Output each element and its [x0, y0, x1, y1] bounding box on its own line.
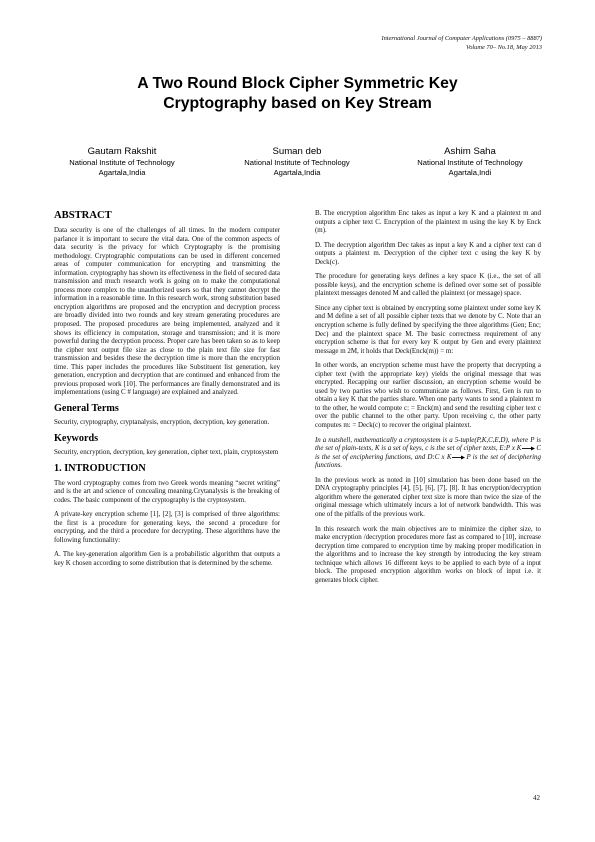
introduction-paragraph: The word cryptography comes from two Greek words meaning “secret writing” and is the art and science of concealing meaning.Crytanalysis is the breaking of codes. The basic component of the cryptography is the cryptosystem.: [54, 478, 280, 504]
objectives-paragraph: In this research work the main objectives are to minimize the cipher size, to make encryption /decryption procedures more fast as compared to [10], increase decryption time compared to encryption time by making proper modification in the algorithms and to increase the key strength by introducing the key stream technique which allows 16 different keys to be applied to each byte of a input block. The proposed encryption algorithm works on block of input i.e. it generates block cipher.: [315, 524, 541, 584]
key-space-paragraph: The procedure for generating keys defines a key space K (i.e., the set of all possible keys), and the encryption scheme is defined over some set of possible plaintext messages denoted M and called the plaintext (or message) space.: [315, 272, 541, 298]
author-location: Agartala,India: [98, 167, 146, 177]
nutshell-text-c: P is the set of deciphering functions.: [315, 452, 541, 470]
author-location: Agartala,Indi: [448, 167, 492, 177]
author-name: Ashim Saha: [444, 146, 496, 157]
introduction-paragraph: A private-key encryption scheme [1], [2], [3] is comprised of three algorithms: the first is a procedure for generating keys, the second a procedure for encrypting, and the third a procedure for decrypting. These algorithms have the following functionality:: [54, 510, 280, 544]
author-name: Gautam Rakshit: [87, 146, 157, 157]
arrow-right-icon: [522, 446, 535, 451]
cipher-text-paragraph: Since any cipher text is obtained by encrypting some plaintext under some key K and M define a set of all possible cipher texts that we denote by C. Note that an encryption scheme is fully defined by specifying the three algorithms (Gen; Enc; Dec) and the plaintext space M. The basic correctness requirement of any encryption scheme is that for every key K output by Gen and every plaintext message m 2M, it holds that Deck(Enck(m)) = m:: [315, 303, 541, 355]
author-institute: National Institute of Technology: [69, 158, 175, 167]
keywords-text: Security, encryption, decryption, key generation, cipher text, plain, cryptosystem: [54, 448, 279, 457]
left-column: [54, 209, 280, 573]
list-item-b: B. The encryption algorithm Enc takes as input a key K and a plaintext m and outputs a cipher text C. Encryption of the plaintext m using the key K by Enck (m).: [315, 209, 541, 235]
nutshell-text-b: C is the set of enciphering functions, and D:C x K: [315, 444, 541, 461]
title-line-1: A Two Round Block Cipher Symmetric Key: [137, 75, 458, 92]
nutshell-text-a: In a nutshell, mathematically a cryptosystem is a 5-tuple(P,K,C,E,D), where P is the set of plain-texts, K is a set of keys, c is the set of cipher texts, E:P x K: [315, 435, 541, 453]
author-block: [222, 146, 372, 177]
journal-name: International Journal of Computer Applications (0975 – 8887): [381, 35, 542, 42]
page-number: 42: [533, 794, 540, 802]
author-institute: National Institute of Technology: [244, 158, 350, 167]
paper-title: [60, 74, 535, 113]
abstract-text: Data security is one of the challenges of all times. In the modern computer parlance it is important to secure the vital data. One of the common aspects of data security is the privacy for which Cryptography is the promising methodology. Cryptographic computations can be used in different concerned areas of computer communication for encrypting and transmitting the information. cryptography has shown its effectiveness in the field of secured data transmission and much research work is going on to make the computational process more complex to the unauthorized users so that they cannot decrypt the information in a reasonable time. In this research work, strong substitution based encryption algorithms are proposed and the encryption and decryption process are broadly divided into two rounds and key stream generating procedures are proposed. The proposed procedures are being implemented, analyzed and it shows its efficiency in computation, storage and transmission; and it is more powerful during the decryption process. Proper care has been taken so as to keep the cipher text output file size as close to the plain text file size for fast transmission and besides these the decryption time is more than the encryption time. This paper includes the procedures like Substituent list generation, key generation, encryption and decryption that are continued and enhanced from the previous proposed work [10]. The performances are finally demonstrated and its implementations (using C # language) are explained and analyzed.: [54, 226, 280, 397]
general-terms-text: Security, cryptography, cryptanalysis, encryption, decryption, key generation.: [54, 418, 270, 427]
journal-header: [381, 35, 542, 52]
author-institute: National Institute of Technology: [417, 158, 523, 167]
list-item-d: D. The decryption algorithm Dec takes as input a key K and a cipher text can d outputs a plaintext m. Decryption of the cipher text c using the key K by Deck(c).: [315, 240, 541, 266]
author-block: [47, 146, 197, 177]
journal-volume: Volume 70– No.18, May 2013: [466, 43, 542, 51]
author-name: Suman deb: [272, 146, 322, 157]
title-line-2: Cryptography based on Key Stream: [163, 94, 432, 112]
right-column: [315, 209, 541, 590]
author-block: [395, 146, 545, 177]
author-location: Agartala,India: [273, 167, 321, 177]
introduction-heading: 1. INTRODUCTION: [54, 463, 146, 475]
list-item-a: A. The key-generation algorithm Gen is a probabilistic algorithm that outputs a key K chosen according to some distribution that is determined by the scheme.: [54, 550, 280, 567]
keywords-heading: Keywords: [54, 432, 99, 444]
arrow-right-icon: [452, 455, 465, 460]
general-terms-heading: General Terms: [54, 402, 119, 414]
abstract-heading: ABSTRACT: [54, 210, 112, 221]
previous-work-paragraph: In the previous work as noted in [10] simulation has been done based on the DNA cryptography principles [4], [5], [6], [7], [8]. It has encryption/decryption algorithm where the generated cipher text size is more than twice the size of the original message which ultimately incurs a lot of network bandwidth. This was one of the pitfalls of the previous work.: [315, 475, 541, 518]
nutshell-paragraph: [315, 436, 541, 470]
other-words-paragraph: In other words, an encryption scheme must have the property that decrypting a cipher text (with the appropriate key) yields the original message that was encrypted. Recapping our earlier discussion, an encryption scheme would be used by two parties who wish to communicate as follows. First, Gen is run to obtain a key K that the parties share. When one party wants to send a plaintext m to the other, he would compute c: = Enck(m) and send the resulting cipher text c over the public channel to the other party. Upon receiving c, the other party computes m: = Deck(c) to recover the original plaintext.: [315, 361, 541, 430]
